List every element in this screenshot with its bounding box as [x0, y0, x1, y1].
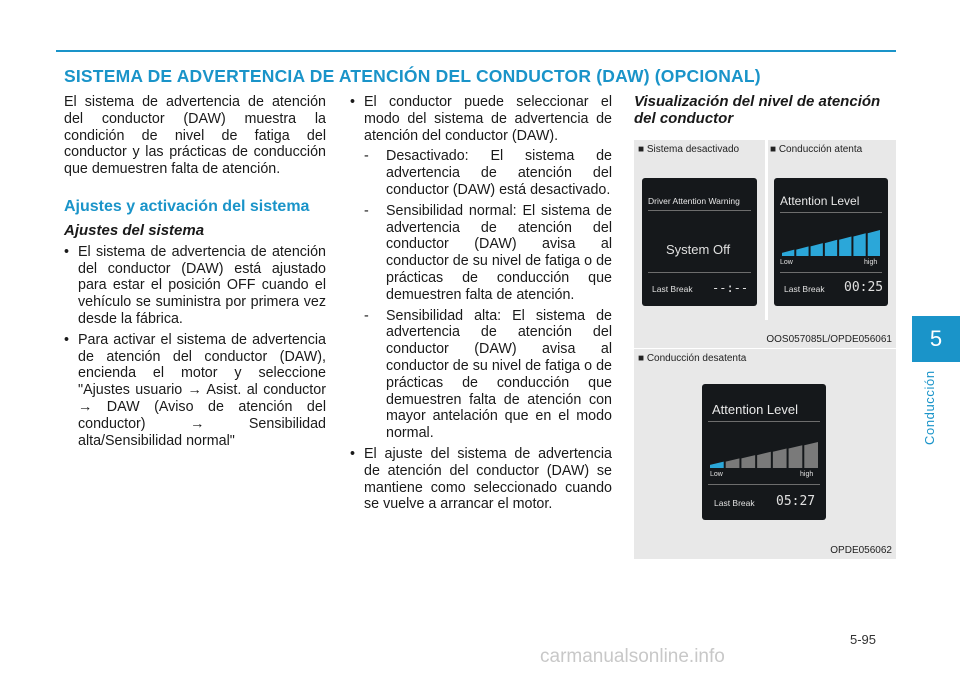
dash-text: Desactivado: El sistema de advertencia de atención del conductor (DAW) está desactivado.: [386, 148, 612, 198]
level-high-label: high: [864, 259, 878, 266]
level-segment: [773, 449, 787, 468]
level-segment: [757, 452, 771, 468]
level-segment: [789, 445, 803, 468]
level-high-label: high: [800, 471, 814, 478]
screen-divider: [708, 484, 820, 485]
dash-marker: -: [364, 202, 369, 219]
figure-heading: Visualización del nivel de atención del conductor: [634, 93, 881, 127]
screen-divider: [648, 272, 751, 273]
screen-divider: [648, 210, 751, 211]
bullet-item: • Para activar el sistema de advertencia de atención del conductor (DAW), encienda el motor y seleccione "Ajustes usuario → Asist. al conductor → DAW (Aviso de atención del conductor) → Sensibilidad alta/Sensibilidad normal": [64, 332, 326, 450]
level-segment: [853, 233, 865, 256]
bullet-item: • El conductor puede seleccionar el modo del sistema de advertencia de atención del conductor (DAW).: [350, 94, 612, 144]
level-low-label: Low: [780, 259, 793, 266]
figure-2: [634, 349, 896, 559]
watermark: carmanualsonline.info: [540, 646, 725, 667]
level-segment: [825, 240, 837, 256]
last-break-time: 00:25: [844, 280, 884, 295]
dash-text: Sensibilidad normal: El sistema de advertencia de atención del conductor (DAW) avisa al conductor de su nivel de fatiga o de prácticas de conducción que demuestren falta de atención.: [386, 202, 612, 303]
last-break-time: 05:27: [776, 494, 816, 509]
figure-code: OOS057085L/OPDE056061: [766, 334, 892, 345]
dash-item: [364, 308, 612, 442]
level-segment: [868, 230, 880, 256]
column-3: [634, 94, 896, 127]
screen-title: Driver Attention Warning: [648, 196, 740, 206]
screen-divider: [780, 272, 882, 273]
chapter-tab: 5: [912, 316, 960, 362]
top-rule: [56, 50, 896, 52]
page-title: SISTEMA DE ADVERTENCIA DE ATENCIÓN DEL CONDUCTOR (DAW) (OPCIONAL): [64, 66, 761, 86]
screen-title: Attention Level: [780, 194, 860, 208]
intro-paragraph: El sistema de advertencia de atención del conductor (DAW) muestra la condición de nivel de fatiga del conductor y las prácticas de conducción que demuestren falta de atención.: [64, 94, 326, 178]
dash-text: Sensibilidad alta: El sistema de advertencia de atención del conductor (DAW) avisa al conductor de su nivel de fatiga o de prácticas de conducción que demuestren falta de atención con mayor antelación que en el modo normal.: [386, 307, 612, 442]
figure-divider: [765, 140, 768, 320]
screen-divider: [708, 421, 820, 422]
level-segment: [710, 462, 724, 468]
figure-code: OPDE056062: [830, 545, 892, 556]
screen-divider: [780, 212, 882, 213]
figure-1: [634, 140, 896, 348]
screen-title: Attention Level: [712, 402, 799, 417]
level-segment: [811, 243, 823, 256]
level-low-label: Low: [710, 471, 723, 478]
level-segment: [741, 455, 755, 468]
section-heading: Ajustes y activación del sistema: [64, 197, 310, 215]
dash-item: [364, 148, 612, 198]
caption-system-off: ■ Sistema desactivado: [638, 144, 740, 155]
system-off-text: System Off: [666, 242, 731, 257]
level-segment: [839, 237, 851, 256]
level-segment: [726, 458, 740, 468]
bullet-item: • El ajuste del sistema de advertencia de atención del conductor (DAW) se mantiene como seleccionado cuando se vuelve a arrancar el motor.: [350, 446, 612, 513]
level-segment: [796, 246, 808, 256]
last-break-label: Last Break: [652, 284, 693, 294]
cluster-screen-inattentive: [702, 384, 826, 520]
level-segment: [782, 250, 794, 256]
last-break-label: Last Break: [714, 498, 755, 508]
caption-attentive: ■ Conducción atenta: [770, 144, 863, 155]
dash-item: [364, 203, 612, 304]
bullet-item: • El sistema de advertencia de atención del conductor (DAW) está ajustado para estar el posición OFF cuando el vehículo se suministra por primera vez desde la fábrica.: [64, 244, 326, 328]
cluster-screen-off: [642, 178, 757, 306]
subheading: Ajustes del sistema: [64, 221, 205, 239]
level-segment: [804, 442, 818, 468]
last-break-label: Last Break: [784, 284, 825, 294]
dash-marker: -: [364, 307, 369, 324]
cluster-screen-attentive: [774, 178, 888, 306]
caption-inattentive: ■ Conducción desatenta: [638, 353, 747, 364]
column-1: [64, 94, 326, 453]
chapter-label: Conducción: [922, 370, 937, 445]
page-number: 5-95: [850, 632, 877, 647]
dash-marker: -: [364, 148, 369, 165]
last-break-time: --:--: [712, 281, 749, 295]
attention-level-bar: [710, 442, 818, 468]
attention-level-bar: [782, 230, 880, 256]
column-2: [350, 94, 612, 517]
